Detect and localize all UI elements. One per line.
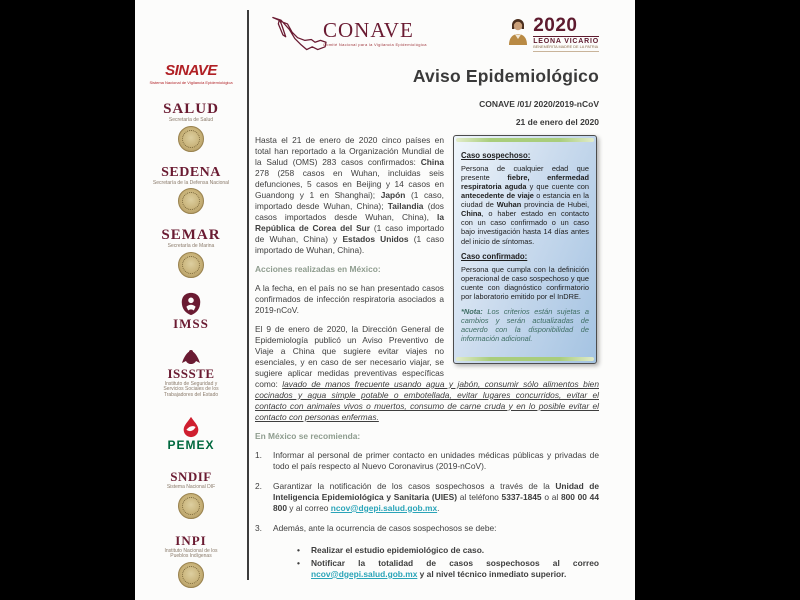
semar-caption: Secretaría de Marina: [167, 243, 215, 249]
sedena-wordmark: SEDENA: [161, 164, 221, 180]
paragraph-global-cases: Hasta el 21 de enero de 2020 cinco países en total han reportado a la Organización Mundial de la Salud (OMS) 283 casos confirmados: China 278 (258 casos en Wuhan, incluidas seis defunciones, 5 casos en Beijing y 14 casos en Guandong y 1 en Shanghai); Japón (1 caso, importado desde Wuhan, China); Tailandia (dos casos importados desde Wuhan, China), la República de Corea del Sur (1 caso importado de Wuhan, China) y Estados Unidos (1 caso importado de Wuhan, China).: [255, 134, 444, 255]
inpi-caption: Instituto Nacional de los Pueblos Indígenas: [164, 547, 218, 559]
email-link[interactable]: ncov@dgepi.salud.gob.mx: [311, 568, 418, 579]
sndif-seal-icon: [178, 493, 204, 519]
suspect-case-title: Caso sospechoso:: [461, 150, 531, 160]
pemex-logo: [167, 416, 214, 452]
heading-recommendations: En México se recomienda:: [255, 430, 361, 441]
criteria-note: *Nota: Los criterios están sujetas a cambios y serán actualizadas de acuerdo con la disponibilidad de información adicional.: [461, 307, 589, 344]
sub-bullet-2: [255, 558, 599, 580]
recommendation-text: Además, ante la ocurrencia de casos sospechosos se debe:: [273, 522, 497, 533]
badge-caption: BENEMÉRITA MADRE DE LA PATRIA: [533, 46, 599, 52]
main-content: [253, 0, 605, 582]
sub-bullet-text: Realizar el estudio epidemiológico de caso.: [311, 544, 485, 555]
recommendation-text: Informar al personal de primer contacto en unidades médicas públicas y privadas de todo el país respecto al Nuevo Coronavirus (2019-nCoV).: [273, 449, 599, 471]
green-accent-bar-bottom: [456, 357, 594, 361]
salud-caption: Secretaría de Salud: [168, 117, 214, 123]
sub-bullet-text: Notificar la totalidad de casos sospechosos al correo ncov@dgepi.salud.gob.mx y al nivel técnico inmediato superior.: [311, 557, 599, 579]
conave-wordmark: CONAVE: [323, 18, 414, 42]
suspect-case-definition: Persona de cualquier edad que presente fiebre, enfermedad respiratoria aguda y que cuente con antecedente de viaje o estancia en la ciudad de Wuhan provincia de Hubei, China, o haber estado en contacto con un caso confirmado o un caso bajo investigación hasta 14 días antes del inicio de síntomas.: [461, 163, 589, 246]
salud-seal-icon: [178, 126, 204, 152]
bullet-icon: •: [297, 557, 300, 568]
institution-logo-sidebar: [135, 0, 247, 600]
inpi-wordmark: INPI: [175, 532, 207, 548]
case-definition-content: [454, 144, 596, 355]
confirmed-case-definition: Persona que cumpla con la definición operacional de caso sospechoso y que cuente con diagnóstico confirmatorio por laboratorio emitido por el InDRE.: [461, 264, 589, 302]
paragraph-no-cases: A la fecha, en el país no se han presentado casos confirmados de infección respiratoria asociados a 2019-nCoV.: [255, 282, 444, 315]
conave-logo: [267, 12, 427, 56]
sedena-seal-icon: [178, 188, 204, 214]
recommendation-text: Garantizar la notificación de los casos sospechosos a través de la Unidad de Inteligencia Epidemiológica y Sanitaria (UIES) al teléfono 5337-1845 o al 800 00 44 800 y al correo ncov@dgepi.salud.gob.mx.: [273, 480, 600, 513]
document-page: [135, 0, 635, 600]
issste-caption: Instituto de Seguridad y Servicios Sociales de los Trabajadores del Estado: [163, 380, 219, 398]
case-definition-box: [453, 135, 597, 364]
pemex-wordmark: PEMEX: [167, 438, 215, 452]
recommendation-number: 1.: [255, 449, 262, 460]
recommendation-number: 2.: [255, 480, 262, 491]
document-body: [253, 135, 605, 580]
recommendation-item-3: [255, 523, 599, 534]
email-link[interactable]: ncov@dgepi.salud.gob.mx: [330, 502, 438, 513]
sinave-caption: Sistema Nacional de Vigilancia Epidemiológica: [149, 80, 233, 85]
document-header: [253, 12, 605, 56]
semar-seal-icon: [178, 252, 204, 278]
issste-wordmark: ISSSTE: [167, 365, 215, 381]
semar-wordmark: SEMAR: [161, 227, 221, 243]
inpi-seal-icon: [178, 562, 204, 588]
paragraph-travel-advisory: El 9 de enero de 2020, la Dirección General de Epidemiología publicó un Aviso Preventivo de Viaje a China que sugiere evitar viajes no esenciales, y en caso de ser necesario viajar, se sugiere aplicar medidas preventivas específicas como: lavado de manos frecuente usando agua y jabón, consumir sólo alimentos bien cocinados y agua simple potable o embotellada, evitar lugares concurridos, evitar el contacto con animales vivos o muertos, consumo de carne cruda y en lo posible evitar el contacto con personas enfermas.: [255, 323, 599, 422]
imss-logo: [173, 292, 209, 332]
sndif-logo: [167, 469, 215, 519]
page-title: Aviso Epidemiológico: [412, 66, 599, 86]
sndif-caption: Sistema Nacional DIF: [166, 484, 216, 490]
conave-text: [323, 20, 427, 47]
inpi-logo: [163, 533, 219, 588]
salud-wordmark: SALUD: [163, 101, 219, 117]
sinave-logo: [149, 62, 232, 85]
leona-vicario-portrait-icon: [506, 16, 530, 46]
sedena-logo: [153, 165, 229, 215]
sinave-wordmark: SINAVE: [165, 62, 217, 79]
heading-actions-mexico: Acciones realizadas en México:: [255, 263, 381, 274]
conave-caption: Comité Nacional para la Vigilancia Epidemiológica: [323, 42, 427, 47]
badge-text: [533, 16, 599, 52]
green-accent-bar-top: [456, 138, 594, 142]
semar-logo: [161, 227, 220, 278]
document-reference: CONAVE /01/ 2020/2019-nCoV: [479, 98, 599, 109]
badge-name: LEONA VICARIO: [533, 38, 599, 45]
badge-year: 2020: [533, 15, 578, 36]
pemex-drop-icon: [181, 416, 201, 438]
imss-eagle-icon: [179, 292, 203, 316]
imss-wordmark: IMSS: [173, 315, 209, 331]
document-date: 21 de enero del 2020: [515, 116, 599, 127]
sedena-caption: Secretaría de la Defensa Nacional: [152, 179, 230, 186]
confirmed-case-title: Caso confirmado:: [461, 251, 528, 261]
recommendation-number: 3.: [255, 522, 262, 533]
sub-bullet-1: [255, 545, 599, 556]
salud-logo: [163, 101, 219, 152]
bullet-icon: •: [297, 544, 300, 555]
recommendation-item-2: [255, 481, 599, 514]
recommendation-item-1: [255, 450, 599, 472]
sndif-wordmark: SNDIF: [170, 469, 212, 484]
leona-vicario-badge: [506, 16, 599, 52]
vertical-divider: [247, 10, 249, 580]
issste-logo: [160, 348, 222, 399]
issste-eagle-icon: [178, 348, 204, 366]
